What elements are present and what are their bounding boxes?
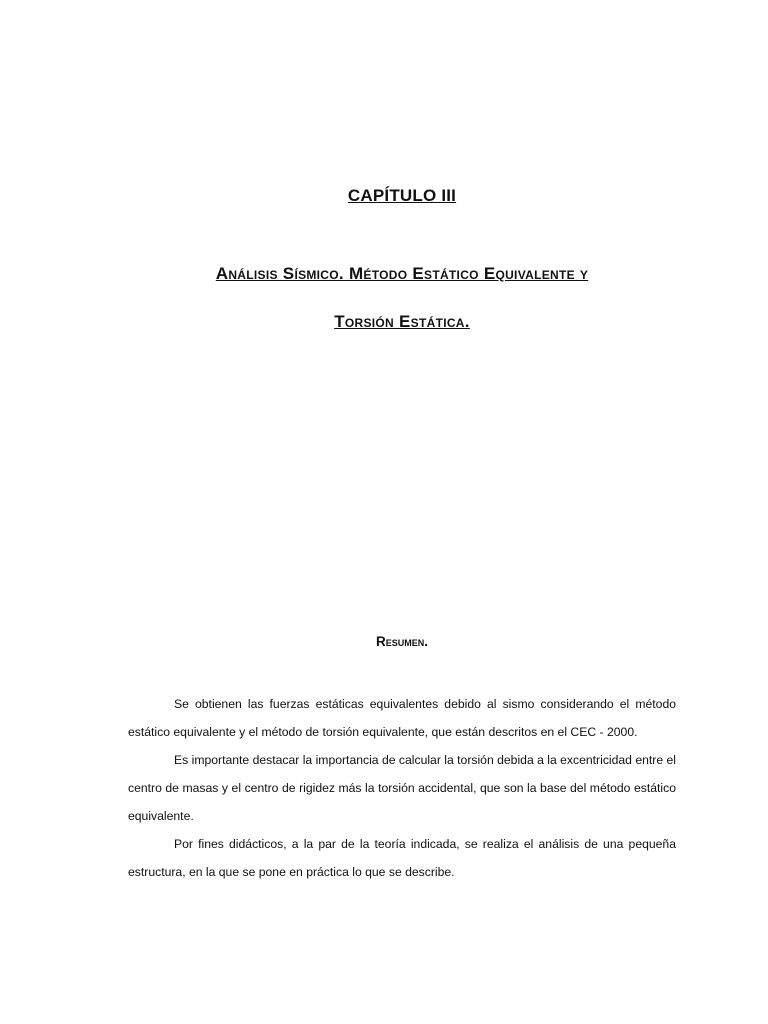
chapter-title-line-2: Torsión Estática. <box>334 312 470 331</box>
summary-body <box>128 690 676 886</box>
summary-paragraph: Se obtienen las fuerzas estáticas equivalentes debido al sismo considerando el método estático equivalente y el método de torsión equivalente, que están descritos en el CEC - 2000. <box>128 697 676 739</box>
chapter-title-line-1: Análisis Sísmico. Método Estático Equivalente y <box>215 264 589 283</box>
summary-paragraph: Por fines didácticos, a la par de la teoría indicada, se realiza el análisis de una pequeña estructura, en la que se pone en práctica lo que se describe. <box>128 837 676 879</box>
summary-paragraph: Es importante destacar la importancia de calcular la torsión debida a la excentricidad entre el centro de masas y el centro de rigidez más la torsión accidental, que son la base del método estático equivalente. <box>128 753 676 823</box>
summary-heading: Resumen. <box>375 634 428 649</box>
chapter-heading: CAPÍTULO III <box>347 186 457 205</box>
